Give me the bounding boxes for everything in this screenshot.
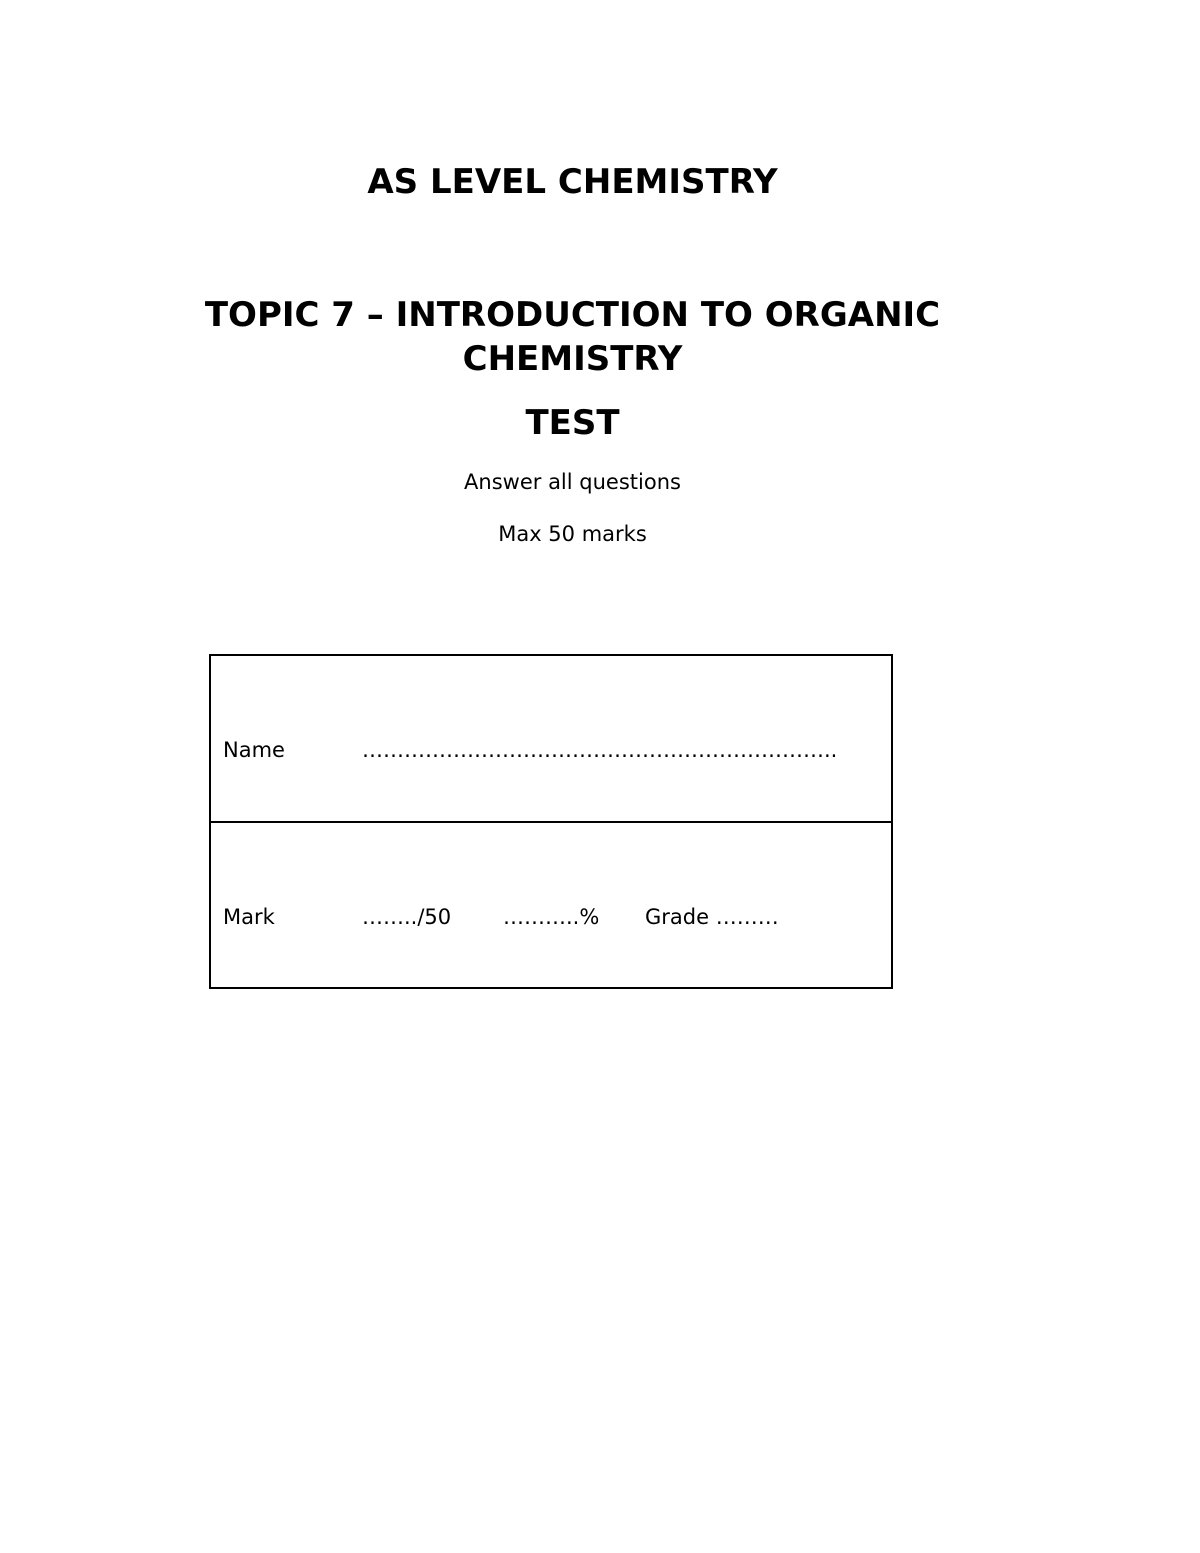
course-title: AS LEVEL CHEMISTRY [367,162,778,202]
name-label: Name [223,738,285,762]
max-marks: Max 50 marks [498,522,647,546]
mark-label: Mark [223,905,275,929]
percent-field[interactable]: ………..% [503,905,600,929]
mark-row [211,823,891,987]
name-field[interactable]: ………………………………………………………….. [362,738,838,762]
topic-title-line-1: TOPIC 7 – INTRODUCTION TO ORGANIC [204,295,941,335]
student-details-box [209,654,893,989]
topic-title [150,293,995,381]
score-field[interactable]: ……../50 [362,905,452,929]
instructions: Answer all questions [464,470,681,494]
name-row [211,656,891,823]
test-title: TEST [525,403,620,443]
grade-field[interactable]: Grade ……… [645,905,779,929]
topic-title-line-2: CHEMISTRY [462,339,683,379]
